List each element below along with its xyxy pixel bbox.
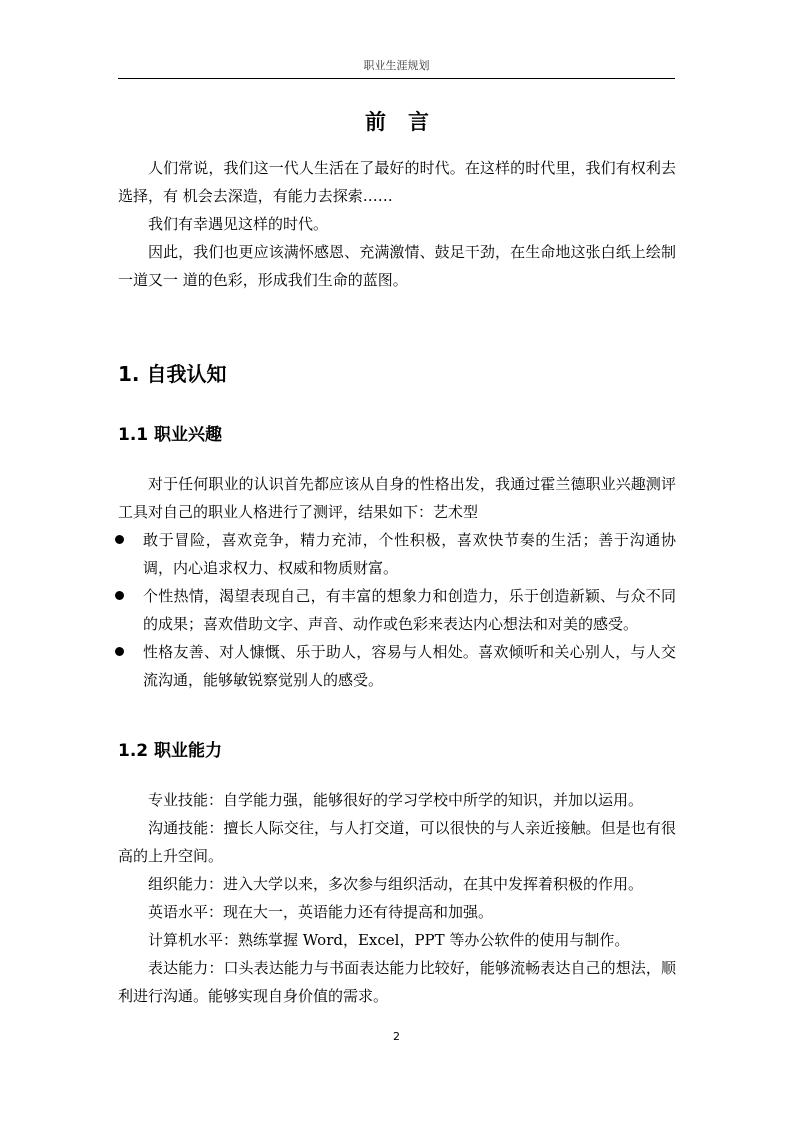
preface-paragraph-3: 因此，我们也更应该满怀感恩、充满激情、鼓足干劲，在生命地这张白纸上绘制一道又一 道的色彩，形成我们生命的蓝图。 bbox=[118, 243, 676, 289]
running-header: 职业生涯规划 bbox=[363, 59, 430, 72]
ability-paragraph-4: 英语水平：现在大一，英语能力还有待提高和加强。 bbox=[148, 903, 494, 921]
ability-block bbox=[118, 786, 676, 1010]
page-number: 2 bbox=[393, 1030, 400, 1043]
preface-paragraph-1: 人们常说，我们这一代人生活在了最好的时代。在这样的时代里，我们有权利去选择，有 机会去深造，有能力去探索…… bbox=[118, 159, 676, 205]
section-heading-self-awareness: 1. 自我认知 bbox=[118, 362, 227, 386]
bullet-dot-icon bbox=[115, 647, 124, 656]
list-item bbox=[118, 638, 676, 694]
bullet-text: 敢于冒险，喜欢竞争，精力充沛，个性积极，喜欢快节奏的生活；善于沟通协调，内心追求权力、权威和物质财富。 bbox=[143, 531, 676, 577]
list-item bbox=[118, 582, 676, 638]
interest-bullet-list bbox=[118, 526, 676, 694]
bullet-text: 个性热情，渴望表现自己，有丰富的想象力和创造力，乐于创造新颖、与众不同的成果；喜欢借助文字、声音、动作或色彩来表达内心想法和对美的感受。 bbox=[143, 587, 676, 633]
interest-intro: 对于任何职业的认识首先都应该从自身的性格出发，我通过霍兰德职业兴趣测评工具对自己的职业人格进行了测评，结果如下：艺术型 bbox=[118, 475, 676, 521]
subsection-heading-interest: 1.1 职业兴趣 bbox=[118, 425, 223, 445]
interest-block bbox=[118, 470, 676, 694]
ability-paragraph-2: 沟通技能：擅长人际交往，与人打交道，可以很快的与人亲近接触。但是也有很高的上升空间。 bbox=[118, 819, 676, 865]
ability-paragraph-5: 计算机水平：熟练掌握 Word，Excel，PPT 等办公软件的使用与制作。 bbox=[148, 931, 630, 949]
bullet-text: 性格友善、对人慷慨、乐于助人，容易与人相处。喜欢倾听和关心别人，与人交流沟通，能够敏锐察觉别人的感受。 bbox=[143, 643, 676, 689]
bullet-dot-icon bbox=[115, 591, 124, 600]
preface-paragraph-2: 我们有幸遇见这样的时代。 bbox=[148, 215, 329, 233]
ability-paragraph-6: 表达能力：口头表达能力与书面表达能力比较好，能够流畅表达自己的想法，顺利进行沟通。能够实现自身价值的需求。 bbox=[118, 959, 676, 1005]
subsection-heading-ability: 1.2 职业能力 bbox=[118, 741, 223, 761]
ability-paragraph-3: 组织能力：进入大学以来，多次参与组织活动，在其中发挥着积极的作用。 bbox=[148, 875, 644, 893]
header-rule bbox=[118, 78, 675, 79]
preface-title: 前言 bbox=[365, 110, 451, 134]
ability-paragraph-1: 专业技能：自学能力强，能够很好的学习学校中所学的知识，并加以运用。 bbox=[148, 791, 644, 809]
list-item bbox=[118, 526, 676, 582]
bullet-dot-icon bbox=[115, 535, 124, 544]
page-content bbox=[118, 100, 676, 1005]
